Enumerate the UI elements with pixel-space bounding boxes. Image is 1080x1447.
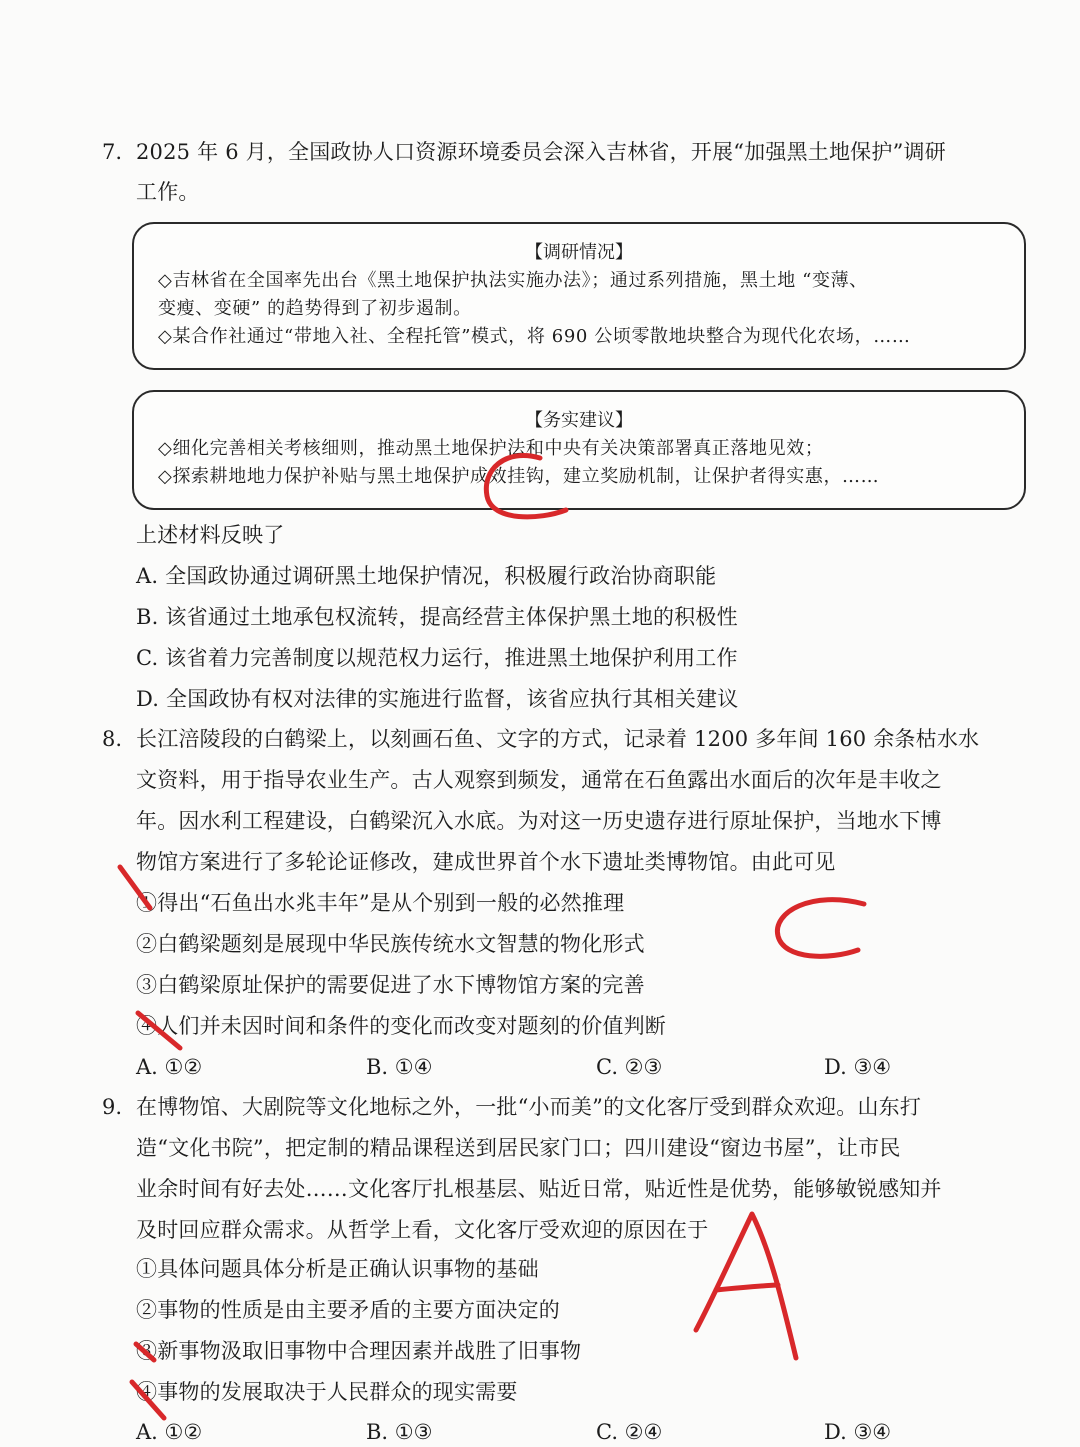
- box-line: ◇某合作社通过“带地入社、全程托管”模式，将 690 公顷零散地块整合为现代化农场，……: [158, 326, 911, 347]
- q7-stem-line1: 2025 年 6 月，全国政协人口资源环境委员会深入吉林省，开展“加强黑土地保护”调研: [136, 140, 946, 164]
- q7-prompt: 上述材料反映了: [136, 523, 285, 547]
- box-title: 【务实建议】: [525, 410, 633, 431]
- box-line: ◇细化完善相关考核细则，推动黑土地保护法和中央有关决策部署真正落地见效；: [158, 438, 824, 459]
- q7-handwritten-answer-c: [486, 456, 566, 517]
- q9-handwritten-answer-a-bar: [716, 1285, 778, 1290]
- q8-handwritten-answer-c: [777, 900, 864, 957]
- q8-choice-a: A. ①②: [136, 1055, 203, 1079]
- q8-choice-b: B. ①④: [366, 1055, 433, 1079]
- q8-number: 8.: [102, 727, 123, 751]
- q9-stem-line: 在博物馆、大剧院等文化地标之外，一批“小而美”的文化客厅受到群众欢迎。山东打: [136, 1095, 922, 1119]
- q8-choice-c: C. ②③: [596, 1055, 663, 1079]
- q9-stem-line: 造“文化书院”，把定制的精品课程送到居民家门口；四川建设“窗边书屋”，让市民: [136, 1136, 901, 1160]
- q8-statement-4: ④人们并未因时间和条件的变化而改变对题刻的价值判断: [136, 1014, 666, 1038]
- q9-tick-mark-3: [136, 1344, 154, 1360]
- q8-statement-2: ②白鹤梁题刻是展现中华民族传统水文智慧的物化形式: [136, 932, 645, 956]
- q7-stem-line2: 工作。: [136, 180, 200, 204]
- q9-tick-mark-4: [132, 1382, 164, 1418]
- q7-option-d: D. 全国政协有权对法律的实施进行监督，该省应执行其相关建议: [136, 687, 739, 711]
- q9-statement-3: ③新事物汲取旧事物中合理因素并战胜了旧事物: [136, 1339, 582, 1363]
- q9-statement-1: ①具体问题具体分析是正确认识事物的基础: [136, 1257, 539, 1281]
- box-line: ◇吉林省在全国率先出台《黑土地保护执法实施办法》；通过系列措施，黑土地 “变薄、: [158, 270, 868, 291]
- q8-stem-line: 年。因水利工程建设，白鹤梁沉入水底。为对这一历史遗存进行原址保护，当地水下博: [136, 809, 942, 833]
- q8-tick-mark-4: [138, 1013, 180, 1048]
- q9-choice-a: A. ①②: [136, 1420, 203, 1444]
- q8-stem-line: 长江涪陵段的白鹤梁上，以刻画石鱼、文字的方式，记录着 1200 多年间 160 余条枯水水: [136, 727, 980, 751]
- box-line: 变瘦、变硬” 的趋势得到了初步遏制。: [158, 298, 472, 319]
- q9-choice-d: D. ③④: [824, 1420, 892, 1444]
- q9-stem-line: 业余时间有好去处……文化客厅扎根基层、贴近日常，贴近性是优势，能够敏锐感知并: [136, 1177, 942, 1201]
- q7-option-a: A. 全国政协通过调研黑土地保护情况，积极履行政治协商职能: [136, 564, 717, 588]
- q7-option-b: B. 该省通过土地承包权流转，提高经营主体保护黑土地的积极性: [136, 605, 738, 629]
- q9-statement-2: ②事物的性质是由主要矛盾的主要方面决定的: [136, 1298, 560, 1322]
- q8-stem-line: 物馆方案进行了多轮论证修改，建成世界首个水下遗址类博物馆。由此可见: [136, 850, 836, 874]
- q9-number: 9.: [102, 1095, 123, 1119]
- box-title: 【调研情况】: [525, 242, 633, 263]
- q8-stem-line: 文资料，用于指导农业生产。古人观察到频发，通常在石鱼露出水面后的次年是丰收之: [136, 768, 942, 792]
- q9-statement-4: ④事物的发展取决于人民群众的现实需要: [136, 1380, 518, 1404]
- q8-statement-1: ①得出“石鱼出水兆丰年”是从个别到一般的必然推理: [136, 891, 625, 915]
- q7-option-c: C. 该省着力完善制度以规范权力运行，推进黑土地保护利用工作: [136, 646, 738, 670]
- q9-choice-b: B. ①③: [366, 1420, 433, 1444]
- q8-statement-3: ③白鹤梁原址保护的需要促进了水下博物馆方案的完善: [136, 973, 645, 997]
- q8-choice-d: D. ③④: [824, 1055, 892, 1079]
- q9-choice-c: C. ②④: [596, 1420, 663, 1444]
- q8-tick-mark-1: [120, 867, 150, 908]
- box-line: ◇探索耕地地力保护补贴与黑土地保护成效挂钩，建立奖励机制，让保护者得实惠，……: [158, 466, 880, 487]
- q7-number: 7.: [102, 140, 123, 164]
- q9-stem-line: 及时回应群众需求。从哲学上看，文化客厅受欢迎的原因在于: [136, 1218, 709, 1242]
